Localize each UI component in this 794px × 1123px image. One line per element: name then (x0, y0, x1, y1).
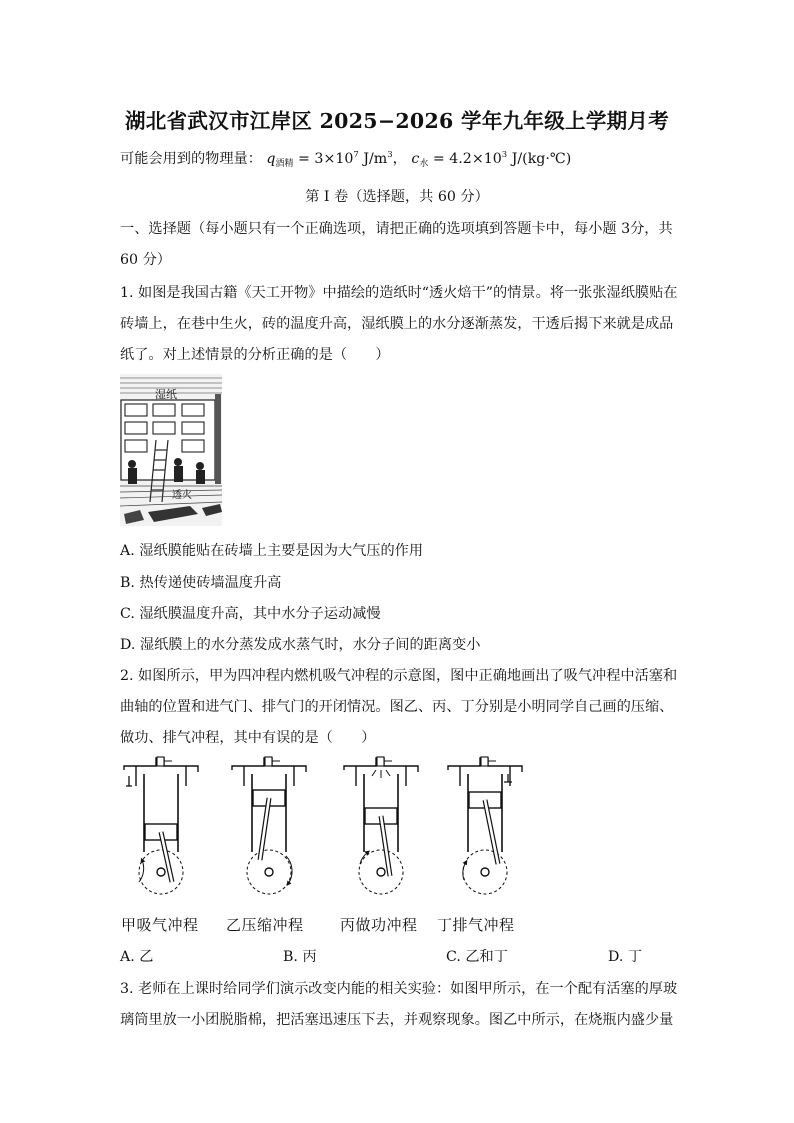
fig-label-wet-paper: 湿纸 (155, 388, 177, 401)
q1-option-d: D. 湿纸膜上的水分蒸发成水蒸气时，水分子间的距离变小 (120, 637, 481, 653)
q3-stem-line-2: 璃筒里放一小团脱脂棉，把活塞迅速压下去，并观察现象。图乙中所示，在烧瓶内盛少量 (120, 1012, 674, 1028)
q2-stem-line-2: 曲轴的位置和进气门、排气门的开闭情况。图乙、丙、丁分别是小明同学自己画的压缩、 (120, 699, 674, 715)
exam-title: 湖北省武汉市江岸区 2025−2026 学年九年级上学期月考 (124, 109, 670, 133)
engine-intake (124, 757, 198, 894)
instructions-line-2: 60 分） (120, 252, 171, 268)
q-exponent: 7 (353, 150, 359, 160)
q-unit-exponent: 3 (387, 150, 393, 160)
q-symbol: q (266, 151, 276, 167)
c-value: = 4.2×10 (428, 151, 502, 167)
engine-exhaust (448, 757, 522, 894)
caption-intake: 甲吸气冲程 (121, 916, 199, 934)
caption-power: 丙做功冲程 (340, 916, 418, 934)
c-symbol: c (411, 151, 420, 167)
q2-option-c: C. 乙和丁 (446, 949, 508, 965)
papermaking-illustration (120, 374, 222, 526)
engine-power (344, 757, 418, 894)
q2-option-b: B. 丙 (283, 949, 317, 965)
q1-option-a: A. 湿纸膜能贴在砖墙上主要是因为大气压的作用 (120, 543, 424, 559)
section-heading: 第 I 卷（选择题，共 60 分） (305, 189, 489, 205)
c-exponent: 3 (501, 150, 508, 160)
q2-option-d: D. 丁 (608, 949, 643, 965)
q1-stem-line-2: 砖墙上，在巷中生火，砖的温度升高，湿纸膜上的水分逐渐蒸发，干透后揭下来就是成品 (120, 316, 674, 332)
engine-stroke-diagrams (118, 756, 554, 902)
q1-option-b: B. 热传递使砖墙温度升高 (120, 575, 282, 591)
q3-stem-line-1: 3. 老师在上课时给同学们演示改变内能的相关实验：如图甲所示，在一个配有活塞的厚玻 (120, 981, 678, 997)
q-value: = 3×10 (293, 151, 354, 167)
constants-separator: ， (392, 151, 407, 167)
q2-option-a: A. 乙 (120, 949, 154, 965)
caption-compression: 乙压缩冲程 (226, 916, 304, 934)
q-unit: J/m (358, 151, 388, 167)
q-subscript: 酒精 (275, 159, 294, 169)
caption-exhaust: 丁排气冲程 (437, 916, 515, 934)
c-subscript: 水 (419, 159, 429, 169)
fig-label-fire: 透火 (172, 490, 192, 501)
q1-stem-line-1: 1. 如图是我国古籍《天工开物》中描绘的造纸时“透火焙干”的情景。将一张张湿纸膜贴在 (120, 285, 678, 301)
q1-option-c: C. 湿纸膜温度升高，其中水分子运动减慢 (120, 606, 381, 622)
constants-prefix: 可能会用到的物理量： (120, 151, 262, 167)
c-unit: J/(kg·℃) (507, 151, 572, 167)
q1-stem-line-3: 纸了。对上述情景的分析正确的是（ ） (120, 347, 390, 363)
physical-constants (120, 148, 680, 169)
q2-stem-line-3: 做功、排气冲程，其中有误的是（ ） (120, 730, 376, 746)
q2-stem-line-1: 2. 如图所示，甲为四冲程内燃机吸气冲程的示意图，图中正确地画出了吸气冲程中活塞和 (120, 668, 678, 684)
engine-compression (232, 757, 306, 894)
instructions-line-1: 一、选择题（每小题只有一个正确选项，请把正确的选项填到答题卡中，每小题 3分，共 (120, 221, 673, 237)
